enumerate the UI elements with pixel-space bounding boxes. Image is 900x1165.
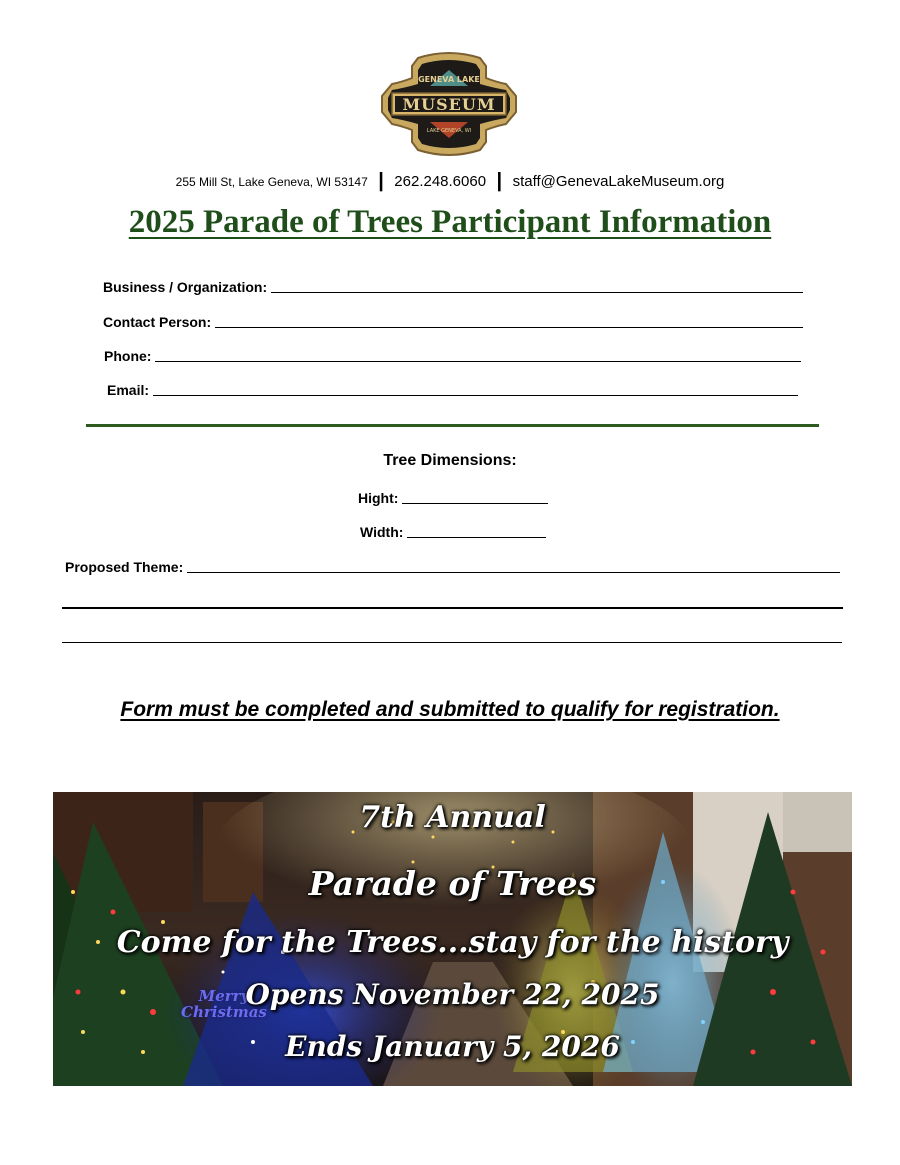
banner-line-tagline: Come for the Trees...stay for the history (116, 925, 789, 960)
business-input[interactable] (271, 278, 803, 293)
logo-bottom-text: LAKE GENEVA, WI (426, 128, 472, 134)
proposed-theme-label: Proposed Theme: (65, 559, 184, 575)
logo-top-text: GENEVA LAKE (418, 75, 480, 84)
proposed-theme-field (65, 558, 840, 575)
banner-line-ends: Ends January 5, 2026 (285, 1030, 620, 1063)
logo-main-text: MUSEUM (402, 95, 496, 114)
banner-line-parade: Parade of Trees (308, 864, 597, 903)
merry-text: Merry (198, 987, 250, 1005)
tree-dimensions-heading: Tree Dimensions: (383, 452, 517, 469)
contact-line (0, 170, 900, 193)
width-input[interactable] (407, 523, 546, 538)
proposed-theme-line[interactable] (62, 607, 843, 609)
hight-input[interactable] (402, 489, 548, 504)
museum-logo (378, 50, 520, 158)
email-link[interactable]: staff@GenevaLakeMuseum.org (512, 173, 725, 190)
business-field (103, 278, 803, 295)
page-title-text: 2025 Parade of Trees Participant Information (128, 204, 772, 240)
christmas-text: Christmas (181, 1003, 267, 1021)
address-text: 255 Mill St, Lake Geneva, WI 53147 (175, 175, 368, 189)
phone-input[interactable] (155, 347, 801, 362)
business-label: Business / Organization: (103, 279, 268, 295)
banner-line-annual: 7th Annual (359, 800, 546, 835)
width-field (360, 523, 546, 540)
phone-field (104, 347, 801, 364)
hight-field (358, 489, 548, 506)
email-label: Email: (107, 382, 150, 398)
email-field (107, 381, 798, 398)
phone-label: Phone: (104, 348, 152, 364)
parade-banner (53, 792, 852, 1086)
contact-person-field (103, 313, 803, 330)
contact-person-label: Contact Person: (103, 314, 212, 330)
hight-label: Hight: (358, 490, 399, 506)
email-input[interactable] (153, 381, 798, 396)
contact-person-input[interactable] (215, 313, 803, 328)
proposed-theme-input[interactable] (187, 558, 840, 573)
separator: | (378, 170, 384, 192)
width-label: Width: (360, 524, 404, 540)
phone-text: 262.248.6060 (394, 173, 487, 190)
banner-line-opens: Opens November 22, 2025 (245, 978, 660, 1011)
registration-notice: Form must be completed and submitted to qualify for registration. (120, 698, 780, 721)
separator: | (496, 170, 503, 192)
section-divider (86, 424, 819, 427)
proposed-theme-line[interactable] (62, 642, 842, 643)
page-title (0, 204, 900, 241)
